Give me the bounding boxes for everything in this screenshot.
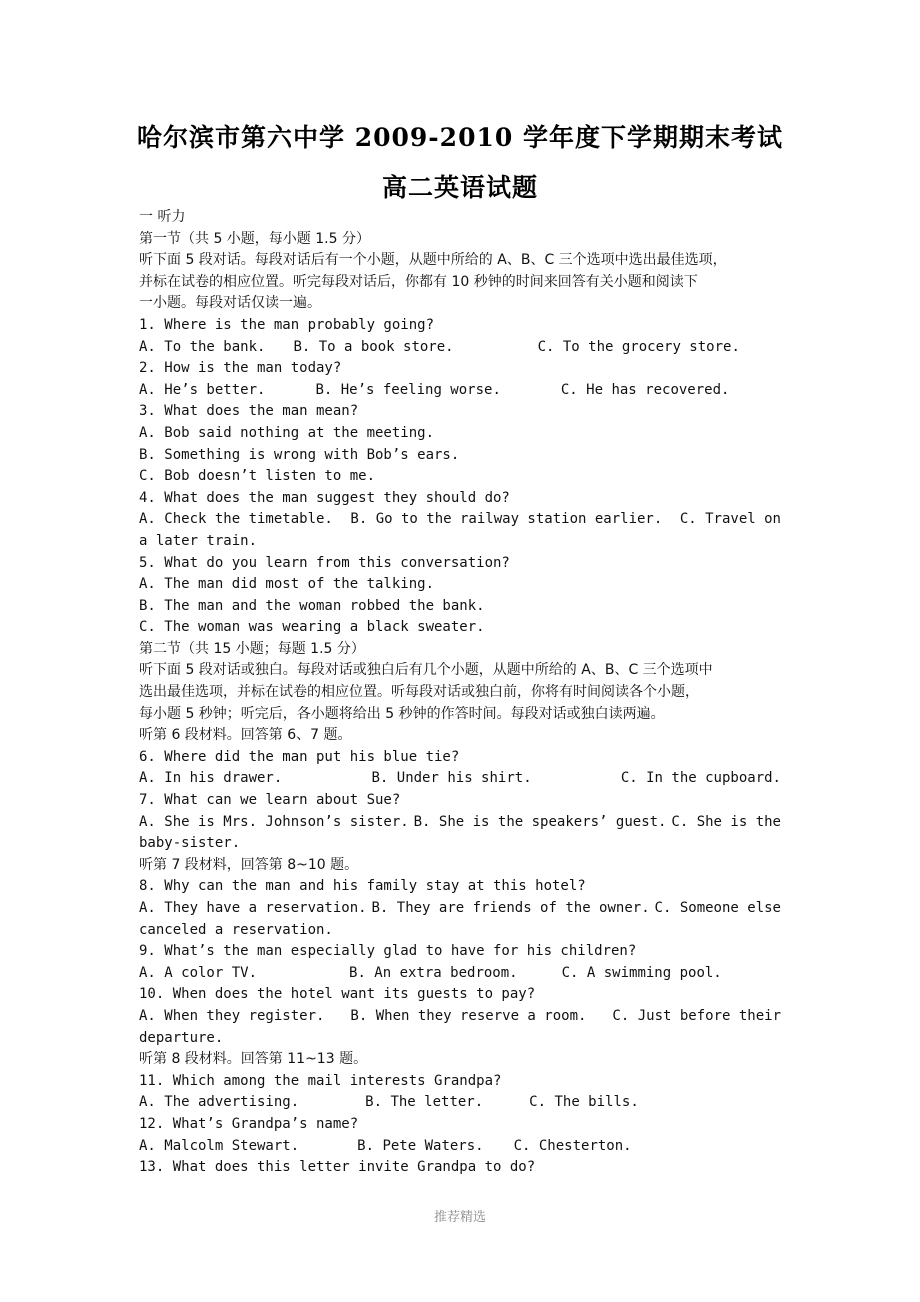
instruction-line: 第二节（共 15 小题；每题 1.5 分） bbox=[139, 640, 365, 657]
question-line: baby-sister. bbox=[139, 835, 241, 852]
option: B. He’s feeling worse. bbox=[315, 381, 501, 398]
instruction-line: 听第 8 段材料。回答第 11~13 题。 bbox=[139, 1051, 368, 1068]
option: B. She is the speakers’ guest. bbox=[413, 813, 667, 830]
question-line: A. Bob said nothing at the meeting. bbox=[139, 424, 435, 441]
option: B. They are friends of the owner. bbox=[371, 900, 650, 916]
option: A. A color TV. bbox=[139, 964, 258, 981]
instruction-line: 选出最佳选项，并标在试卷的相应位置。听每段对话或独白前，你将有时间阅读各个小题， bbox=[139, 684, 699, 701]
page-footer: 推荐精选 bbox=[433, 1210, 486, 1225]
option: A. Malcolm Stewart. bbox=[139, 1137, 300, 1154]
option: C. The bills. bbox=[529, 1094, 639, 1111]
option: C. He has recovered. bbox=[560, 381, 730, 398]
options-line bbox=[139, 337, 781, 359]
instruction-line: 一 听力 bbox=[139, 209, 186, 225]
question-line: 4. What does the man suggest they should do? bbox=[139, 489, 510, 506]
option: B. An extra bedroom. bbox=[349, 964, 518, 981]
option: B. The letter. bbox=[365, 1094, 484, 1111]
instruction-line: 听第 7 段材料，回答第 8~10 题。 bbox=[139, 856, 359, 873]
question-line: 8. Why can the man and his family stay at this hotel? bbox=[139, 878, 586, 895]
document-title: 哈尔滨市第六中学 2009-2010 学年度下学期期末考试 bbox=[137, 123, 783, 152]
option: A. Check the timetable. bbox=[139, 511, 333, 528]
instruction-line: 并标在试卷的相应位置。听完每段对话后，你都有 10 秒钟的时间来回答有关小题和阅读下 bbox=[139, 273, 698, 290]
option: C. Someone else bbox=[654, 900, 781, 916]
question-line: 6. Where did the man put his blue tie? bbox=[139, 748, 460, 765]
question-line: C. Bob doesn’t listen to me. bbox=[139, 468, 376, 485]
option: C. Just before their bbox=[612, 1007, 781, 1024]
document-subtitle: 高二英语试题 bbox=[381, 173, 538, 202]
option: A. He’s better. bbox=[139, 381, 266, 398]
option: C. To the grocery store. bbox=[537, 338, 740, 355]
question-line: 9. What’s the man especially glad to have for his children? bbox=[139, 943, 637, 960]
question-line: 13. What does this letter invite Grandpa to do? bbox=[139, 1159, 536, 1176]
question-line: a later train. bbox=[139, 532, 258, 549]
question-line: B. Something is wrong with Bob’s ears. bbox=[139, 446, 460, 463]
instruction-line: 一小题。每段对话仅读一遍。 bbox=[139, 295, 321, 312]
options-line bbox=[139, 812, 781, 834]
options-line bbox=[139, 509, 781, 531]
option: C. Travel on bbox=[679, 511, 781, 528]
option: B. When they reserve a room. bbox=[350, 1007, 587, 1024]
option: A. When they register. bbox=[139, 1007, 325, 1024]
options-line bbox=[139, 1006, 781, 1028]
question-line: 11. Which among the mail interests Grandpa? bbox=[139, 1072, 502, 1089]
question-line: departure. bbox=[139, 1029, 224, 1046]
question-line: canceled a reservation. bbox=[139, 921, 333, 938]
question-line: 1. Where is the man probably going? bbox=[139, 316, 435, 333]
option: C. Chesterton. bbox=[513, 1137, 632, 1154]
question-line: A. The man did most of the talking. bbox=[139, 576, 435, 593]
options-line bbox=[139, 380, 781, 402]
options-line bbox=[139, 1092, 781, 1114]
document-body bbox=[139, 207, 781, 1179]
option: A. In his drawer. bbox=[139, 770, 283, 787]
option: B. To a book store. bbox=[293, 338, 454, 355]
option: C. She is the bbox=[671, 813, 781, 830]
instruction-line: 听下面 5 段对话或独白。每段对话或独白后有几个小题，从题中所给的 A、B、C 三个选项中 bbox=[139, 662, 713, 679]
instruction-line: 听第 6 段材料。回答第 6、7 题。 bbox=[139, 727, 352, 744]
option: B. Go to the railway station earlier. bbox=[350, 511, 663, 528]
option: A. They have a reservation. bbox=[139, 900, 367, 916]
option: C. In the cupboard. bbox=[620, 770, 781, 787]
options-line bbox=[139, 768, 781, 790]
instruction-line: 第一节（共 5 小题，每小题 1.5 分） bbox=[139, 230, 370, 247]
question-line: 5. What do you learn from this conversation? bbox=[139, 554, 510, 571]
question-line: B. The man and the woman robbed the bank. bbox=[139, 597, 485, 614]
option: B. Pete Waters. bbox=[357, 1137, 484, 1154]
question-line: 10. When does the hotel want its guests to pay? bbox=[139, 986, 536, 1003]
instruction-line: 每小题 5 秒钟；听完后，各小题将给出 5 秒钟的作答时间。每段对话或独白读两遍。 bbox=[139, 705, 665, 722]
question-line: 7. What can we learn about Sue? bbox=[139, 792, 401, 809]
option: A. To the bank. bbox=[139, 338, 266, 355]
question-line: 3. What does the man mean? bbox=[139, 403, 359, 420]
option: C. A swimming pool. bbox=[561, 964, 722, 981]
question-line: C. The woman was wearing a black sweater. bbox=[139, 619, 485, 636]
options-line bbox=[139, 898, 781, 920]
option: A. She is Mrs. Johnson’s sister. bbox=[139, 813, 409, 830]
question-line: 12. What’s Grandpa’s name? bbox=[139, 1115, 359, 1132]
options-line bbox=[139, 963, 781, 985]
options-line bbox=[139, 1136, 781, 1158]
instruction-line: 听下面 5 段对话。每段对话后有一个小题，从题中所给的 A、B、C 三个选项中选出最佳选项， bbox=[139, 252, 727, 269]
question-line: 2. How is the man today? bbox=[139, 360, 342, 377]
option: B. Under his shirt. bbox=[371, 770, 532, 787]
option: A. The advertising. bbox=[139, 1094, 300, 1111]
